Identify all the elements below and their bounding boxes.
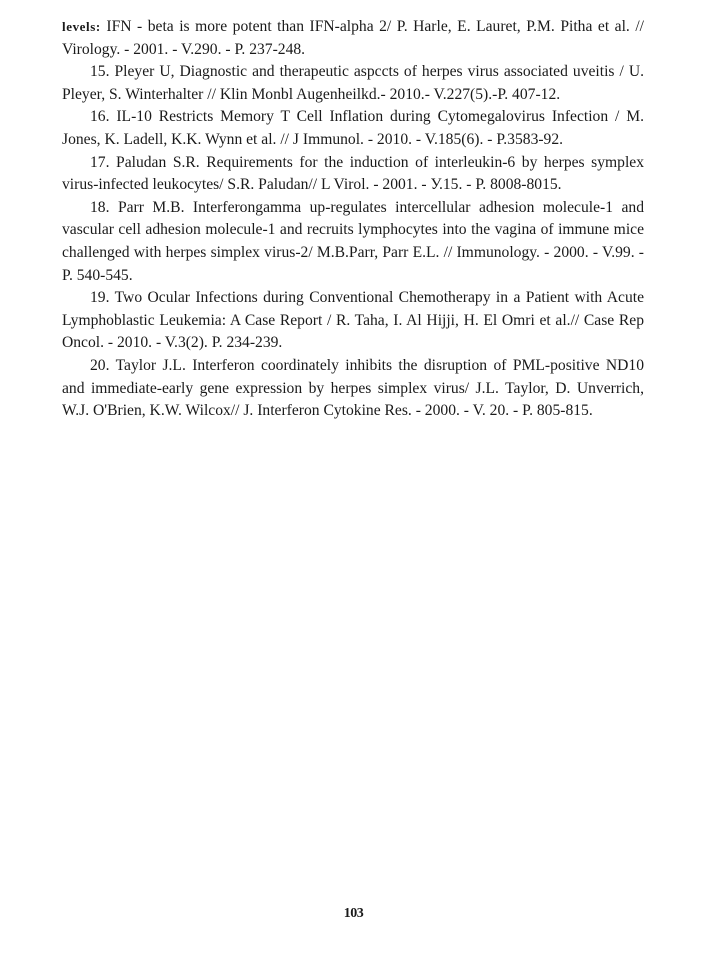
page-number: 103	[343, 906, 364, 921]
reference-14-continuation	[62, 16, 644, 61]
reference-lead-word: levels:	[62, 19, 101, 34]
reference-18: 18. Parr M.B. Interferongamma up-regulates intercellular adhesion molecule-1 and vascular cell adhesion molecule-1 and recruits lymphocytes into the vagina of immune mice challenged with herpes simplex virus-2/ M.B.Parr, Parr E.L. // Immunology. - 2000. - V.99. - P. 540-545.	[62, 198, 644, 284]
reference-16: 16. IL-10 Restricts Memory T Cell Inflation during Cytomegalovirus Infection / M. Jones, K. Ladell, K.K. Wynn et al. // J Immunol. - 2010. - V.185(6). - P.3583-92.	[62, 108, 644, 148]
reference-15: 15. Pleyer U, Diagnostic and therapeutic aspccts of herpes virus associated uveitis / U. Pleyer, S. Winterhalter // Klin Monbl Augenheilkd.- 2010.- V.227(5).-P. 407-12.	[62, 63, 644, 103]
reference-list	[62, 16, 644, 423]
reference-19: 19. Two Ocular Infections during Conventional Chemotherapy in a Patient with Acute Lymphoblastic Leukemia: A Case Report / R. Taha, I. Al Hijji, H. El Omri et al.// Case Rep Oncol. - 2010. - V.3(2). P. 234-239.	[62, 289, 644, 352]
reference-17: 17. Paludan S.R. Requirements for the induction of interleukin-6 by herpes symplex virus-infected leukocytes/ S.R. Paludan// L Virol. - 2001. - У.15. - P. 8008-8015.	[62, 153, 644, 194]
reference-text: IFN - beta is more potent than IFN-alpha 2/ P. Harle, E. Lauret, P.M. Pitha et al. // Virology. - 2001. - V.290. - P. 237-248.	[62, 18, 644, 58]
reference-20: 20. Taylor J.L. Interferon coordinately inhibits the disruption of PML-positive ND10 and immediate-early gene expression by herpes simplex virus/ J.L. Taylor, D. Unverrich, W.J. O'Brien, K.W. Wilcox// J. Interferon Cytokine Res. - 2000. - V. 20. - P. 805-815.	[62, 356, 644, 420]
